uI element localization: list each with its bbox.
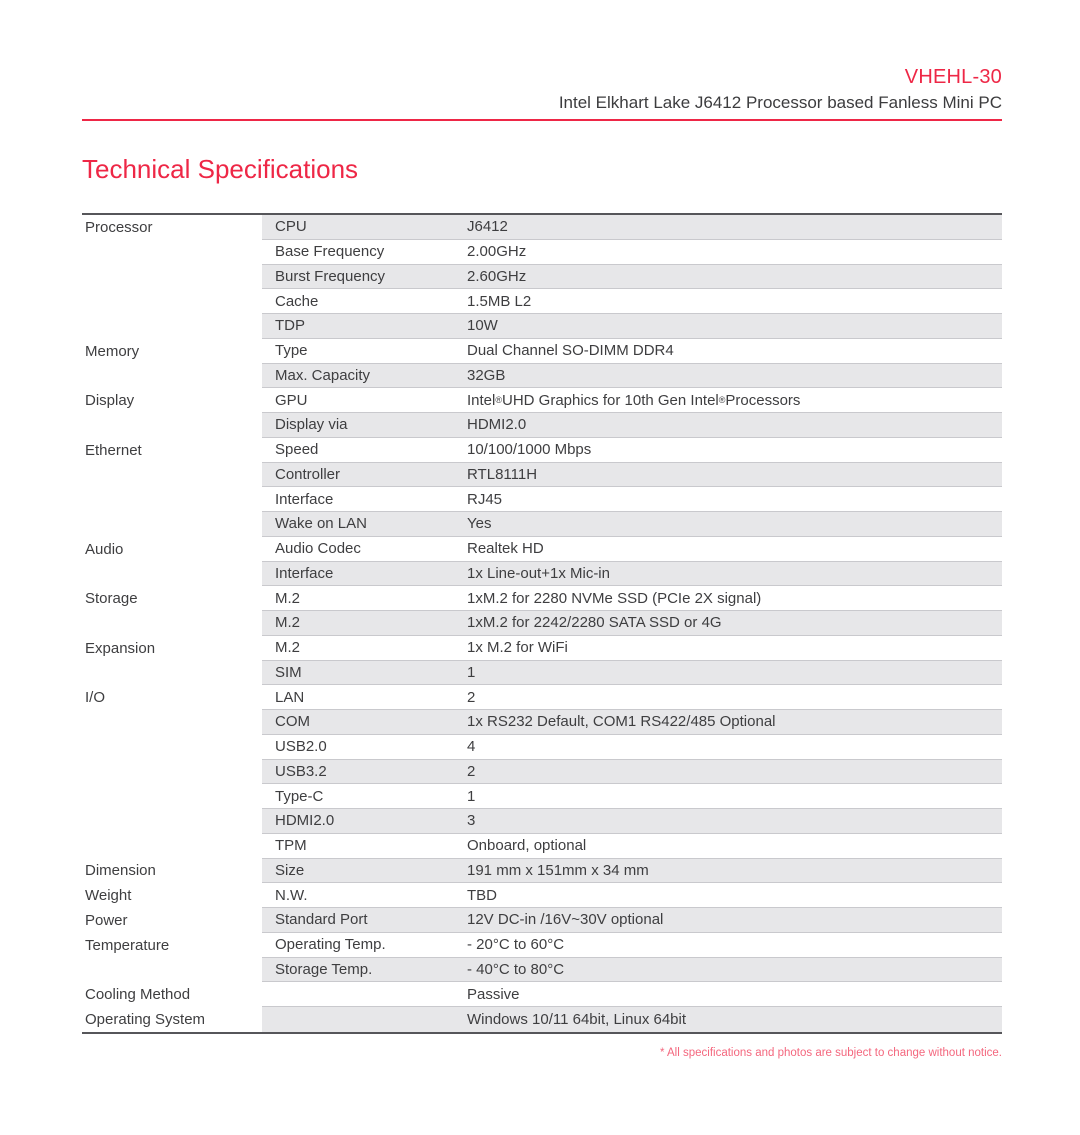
spec-row xyxy=(82,685,1002,710)
spec-item-cell: Cache xyxy=(275,292,319,310)
spec-item-cell: Size xyxy=(275,861,305,879)
spec-row-band xyxy=(262,834,1002,859)
spec-row-band xyxy=(262,240,1002,265)
spec-row xyxy=(82,388,1002,413)
spec-category-cell xyxy=(82,314,262,339)
spec-category-cell: Expansion xyxy=(82,636,262,661)
spec-row xyxy=(82,215,1002,240)
spec-value-cell: 1 xyxy=(467,663,476,681)
spec-category-cell xyxy=(82,289,262,314)
spec-row-band xyxy=(262,933,1002,958)
spec-category-cell: Ethernet xyxy=(82,438,262,463)
spec-item-cell: Audio Codec xyxy=(275,540,361,558)
disclaimer-footnote: * All specifications and photos are subject to change without notice. xyxy=(659,1046,1002,1059)
product-model-title: VHEHL-30 xyxy=(904,66,1002,88)
spec-value-cell: 1xM.2 for 2242/2280 SATA SSD or 4G xyxy=(467,614,722,632)
spec-row xyxy=(82,784,1002,809)
spec-item-cell: Type-C xyxy=(275,787,324,805)
spec-item-cell: Speed xyxy=(275,441,319,459)
spec-category-cell xyxy=(82,735,262,760)
spec-value-cell: 2.00GHz xyxy=(467,243,527,261)
spec-value-cell: 2 xyxy=(467,688,476,706)
spec-category-cell: Display xyxy=(82,388,262,413)
spec-item-cell: LAN xyxy=(275,688,305,706)
spec-row xyxy=(82,586,1002,611)
spec-value-cell: 1x Line-out+1x Mic-in xyxy=(467,564,610,582)
spec-row-band xyxy=(262,413,1002,438)
spec-category-cell xyxy=(82,611,262,636)
spec-category-cell xyxy=(82,784,262,809)
spec-category-cell xyxy=(82,413,262,438)
spec-row-band xyxy=(262,463,1002,488)
spec-item-cell: USB2.0 xyxy=(275,738,327,756)
spec-row-band xyxy=(262,908,1002,933)
spec-row xyxy=(82,933,1002,958)
spec-category-cell: Operating System xyxy=(82,1007,262,1032)
spec-value-cell: - 40°C to 80°C xyxy=(467,960,565,978)
spec-category-cell: Storage xyxy=(82,586,262,611)
spec-row xyxy=(82,859,1002,884)
spec-value-cell: J6412 xyxy=(467,218,508,236)
spec-row xyxy=(82,982,1002,1007)
spec-value-cell: 1 xyxy=(467,787,476,805)
spec-row xyxy=(82,364,1002,389)
spec-category-cell xyxy=(82,760,262,785)
spec-value-cell: 1x M.2 for WiFi xyxy=(467,639,568,657)
spec-row xyxy=(82,908,1002,933)
spec-category-cell xyxy=(82,240,262,265)
spec-row xyxy=(82,537,1002,562)
spec-row-band xyxy=(262,265,1002,290)
spec-row xyxy=(82,562,1002,587)
spec-item-cell: CPU xyxy=(275,218,307,236)
spec-row xyxy=(82,661,1002,686)
spec-category-cell xyxy=(82,710,262,735)
spec-row-band xyxy=(262,339,1002,364)
spec-value-cell: HDMI2.0 xyxy=(467,416,527,434)
spec-category-cell: I/O xyxy=(82,685,262,710)
spec-row xyxy=(82,809,1002,834)
spec-row xyxy=(82,1007,1002,1032)
spec-value-cell: 2.60GHz xyxy=(467,267,527,285)
spec-row xyxy=(82,834,1002,859)
spec-item-cell: N.W. xyxy=(275,886,308,904)
spec-value-cell: 4 xyxy=(467,738,476,756)
spec-row xyxy=(82,240,1002,265)
spec-row-band xyxy=(262,1007,1002,1032)
spec-row xyxy=(82,265,1002,290)
spec-category-cell xyxy=(82,265,262,290)
spec-item-cell: Burst Frequency xyxy=(275,267,386,285)
spec-item-cell xyxy=(262,1007,467,1032)
spec-row xyxy=(82,314,1002,339)
spec-value-cell: 12V DC-in /16V~30V optional xyxy=(467,911,664,929)
spec-row xyxy=(82,339,1002,364)
spec-item-cell: USB3.2 xyxy=(275,762,327,780)
spec-category-cell: Temperature xyxy=(82,933,262,958)
header-rule xyxy=(82,119,1002,121)
spec-row-band xyxy=(262,562,1002,587)
spec-category-cell xyxy=(82,809,262,834)
spec-row xyxy=(82,760,1002,785)
spec-category-cell xyxy=(82,562,262,587)
spec-value-cell: TBD xyxy=(467,886,497,904)
spec-category-cell: Cooling Method xyxy=(82,982,262,1007)
spec-row-band xyxy=(262,958,1002,983)
spec-row xyxy=(82,611,1002,636)
spec-row-band xyxy=(262,215,1002,240)
spec-row-band xyxy=(262,784,1002,809)
spec-row-band xyxy=(262,314,1002,339)
spec-category-cell xyxy=(82,958,262,983)
product-subtitle: Intel Elkhart Lake J6412 Processor based Fanless Mini PC xyxy=(558,93,1002,112)
section-title: Technical Specifications xyxy=(82,154,359,184)
spec-item-cell xyxy=(262,982,467,1006)
spec-row-band xyxy=(262,661,1002,686)
spec-value-cell: RJ45 xyxy=(467,490,503,508)
spec-item-cell: Display via xyxy=(275,416,348,434)
spec-value-cell: Dual Channel SO-DIMM DDR4 xyxy=(467,342,674,360)
spec-value-cell: 2 xyxy=(467,762,476,780)
spec-row xyxy=(82,636,1002,661)
spec-row-band xyxy=(262,883,1002,908)
spec-item-cell: TPM xyxy=(275,837,307,855)
spec-value-cell: 1xM.2 for 2280 NVMe SSD (PCIe 2X signal) xyxy=(467,589,762,607)
spec-row xyxy=(82,512,1002,537)
spec-row xyxy=(82,710,1002,735)
spec-category-cell: Processor xyxy=(82,215,262,240)
spec-value-cell: - 20°C to 60°C xyxy=(467,936,565,954)
spec-item-cell: Max. Capacity xyxy=(275,366,371,384)
spec-row-band xyxy=(262,537,1002,562)
spec-row xyxy=(82,487,1002,512)
spec-value-cell: 191 mm x 151mm x 34 mm xyxy=(467,861,649,879)
spec-value-cell: 1.5MB L2 xyxy=(467,292,532,310)
spec-row xyxy=(82,413,1002,438)
spec-item-cell: Standard Port xyxy=(275,911,368,929)
spec-category-cell xyxy=(82,487,262,512)
spec-row-band xyxy=(262,586,1002,611)
spec-value-cell: Yes xyxy=(467,515,492,533)
spec-row xyxy=(82,289,1002,314)
spec-row xyxy=(82,958,1002,983)
spec-row-band xyxy=(262,438,1002,463)
spec-category-cell: Audio xyxy=(82,537,262,562)
spec-category-cell: Weight xyxy=(82,883,262,908)
spec-row-band xyxy=(262,982,1002,1007)
spec-category-cell xyxy=(82,512,262,537)
spec-item-cell: Operating Temp. xyxy=(275,936,386,954)
spec-item-cell: Wake on LAN xyxy=(275,515,367,533)
spec-row-band xyxy=(262,710,1002,735)
spec-category-cell: Dimension xyxy=(82,859,262,884)
spec-item-cell: M.2 xyxy=(275,639,301,657)
spec-value-cell: 10/100/1000 Mbps xyxy=(467,441,592,459)
spec-item-cell: Storage Temp. xyxy=(275,960,373,978)
specifications-table xyxy=(82,213,1002,1034)
spec-row xyxy=(82,883,1002,908)
spec-value-cell: 3 xyxy=(467,812,476,830)
spec-category-cell: Power xyxy=(82,908,262,933)
spec-value-cell: Windows 10/11 64bit, Linux 64bit xyxy=(467,1010,687,1028)
spec-row-band xyxy=(262,735,1002,760)
spec-value-cell: RTL8111H xyxy=(467,465,538,483)
spec-row-band xyxy=(262,364,1002,389)
spec-item-cell: TDP xyxy=(275,317,305,335)
spec-item-cell: M.2 xyxy=(275,589,301,607)
spec-item-cell: Base Frequency xyxy=(275,243,385,261)
spec-item-cell: GPU xyxy=(275,391,308,409)
spec-category-cell: Memory xyxy=(82,339,262,364)
spec-category-cell xyxy=(82,364,262,389)
spec-row xyxy=(82,735,1002,760)
spec-item-cell: SIM xyxy=(275,663,302,681)
spec-row-band xyxy=(262,289,1002,314)
spec-value-cell: Passive xyxy=(467,985,520,1003)
spec-row-band xyxy=(262,760,1002,785)
spec-value-cell: 32GB xyxy=(467,366,506,384)
spec-value-cell: 1x RS232 Default, COM1 RS422/485 Optional xyxy=(467,713,776,731)
spec-row xyxy=(82,463,1002,488)
spec-row-band xyxy=(262,512,1002,537)
spec-row-band xyxy=(262,487,1002,512)
spec-category-cell xyxy=(82,834,262,859)
spec-item-cell: Controller xyxy=(275,465,341,483)
spec-category-cell xyxy=(82,463,262,488)
spec-row-band xyxy=(262,809,1002,834)
spec-value-cell: Onboard, optional xyxy=(467,837,587,855)
document-header xyxy=(82,66,1002,121)
spec-value-cell: 10W xyxy=(467,317,498,335)
spec-value-cell: Realtek HD xyxy=(467,540,544,558)
spec-category-cell xyxy=(82,661,262,686)
spec-value-cell: Intel ® UHD Graphics for 10th Gen Intel ® Processors xyxy=(467,391,801,409)
spec-row-band xyxy=(262,685,1002,710)
spec-row-band xyxy=(262,859,1002,884)
spec-item-cell: Interface xyxy=(275,490,334,508)
spec-item-cell: HDMI2.0 xyxy=(275,812,335,830)
spec-row xyxy=(82,438,1002,463)
spec-row-band xyxy=(262,611,1002,636)
spec-item-cell: Interface xyxy=(275,564,334,582)
spec-item-cell: COM xyxy=(275,713,310,731)
spec-row-band xyxy=(262,636,1002,661)
spec-item-cell: Type xyxy=(275,342,308,360)
spec-row-band xyxy=(262,388,1002,413)
spec-item-cell: M.2 xyxy=(275,614,301,632)
